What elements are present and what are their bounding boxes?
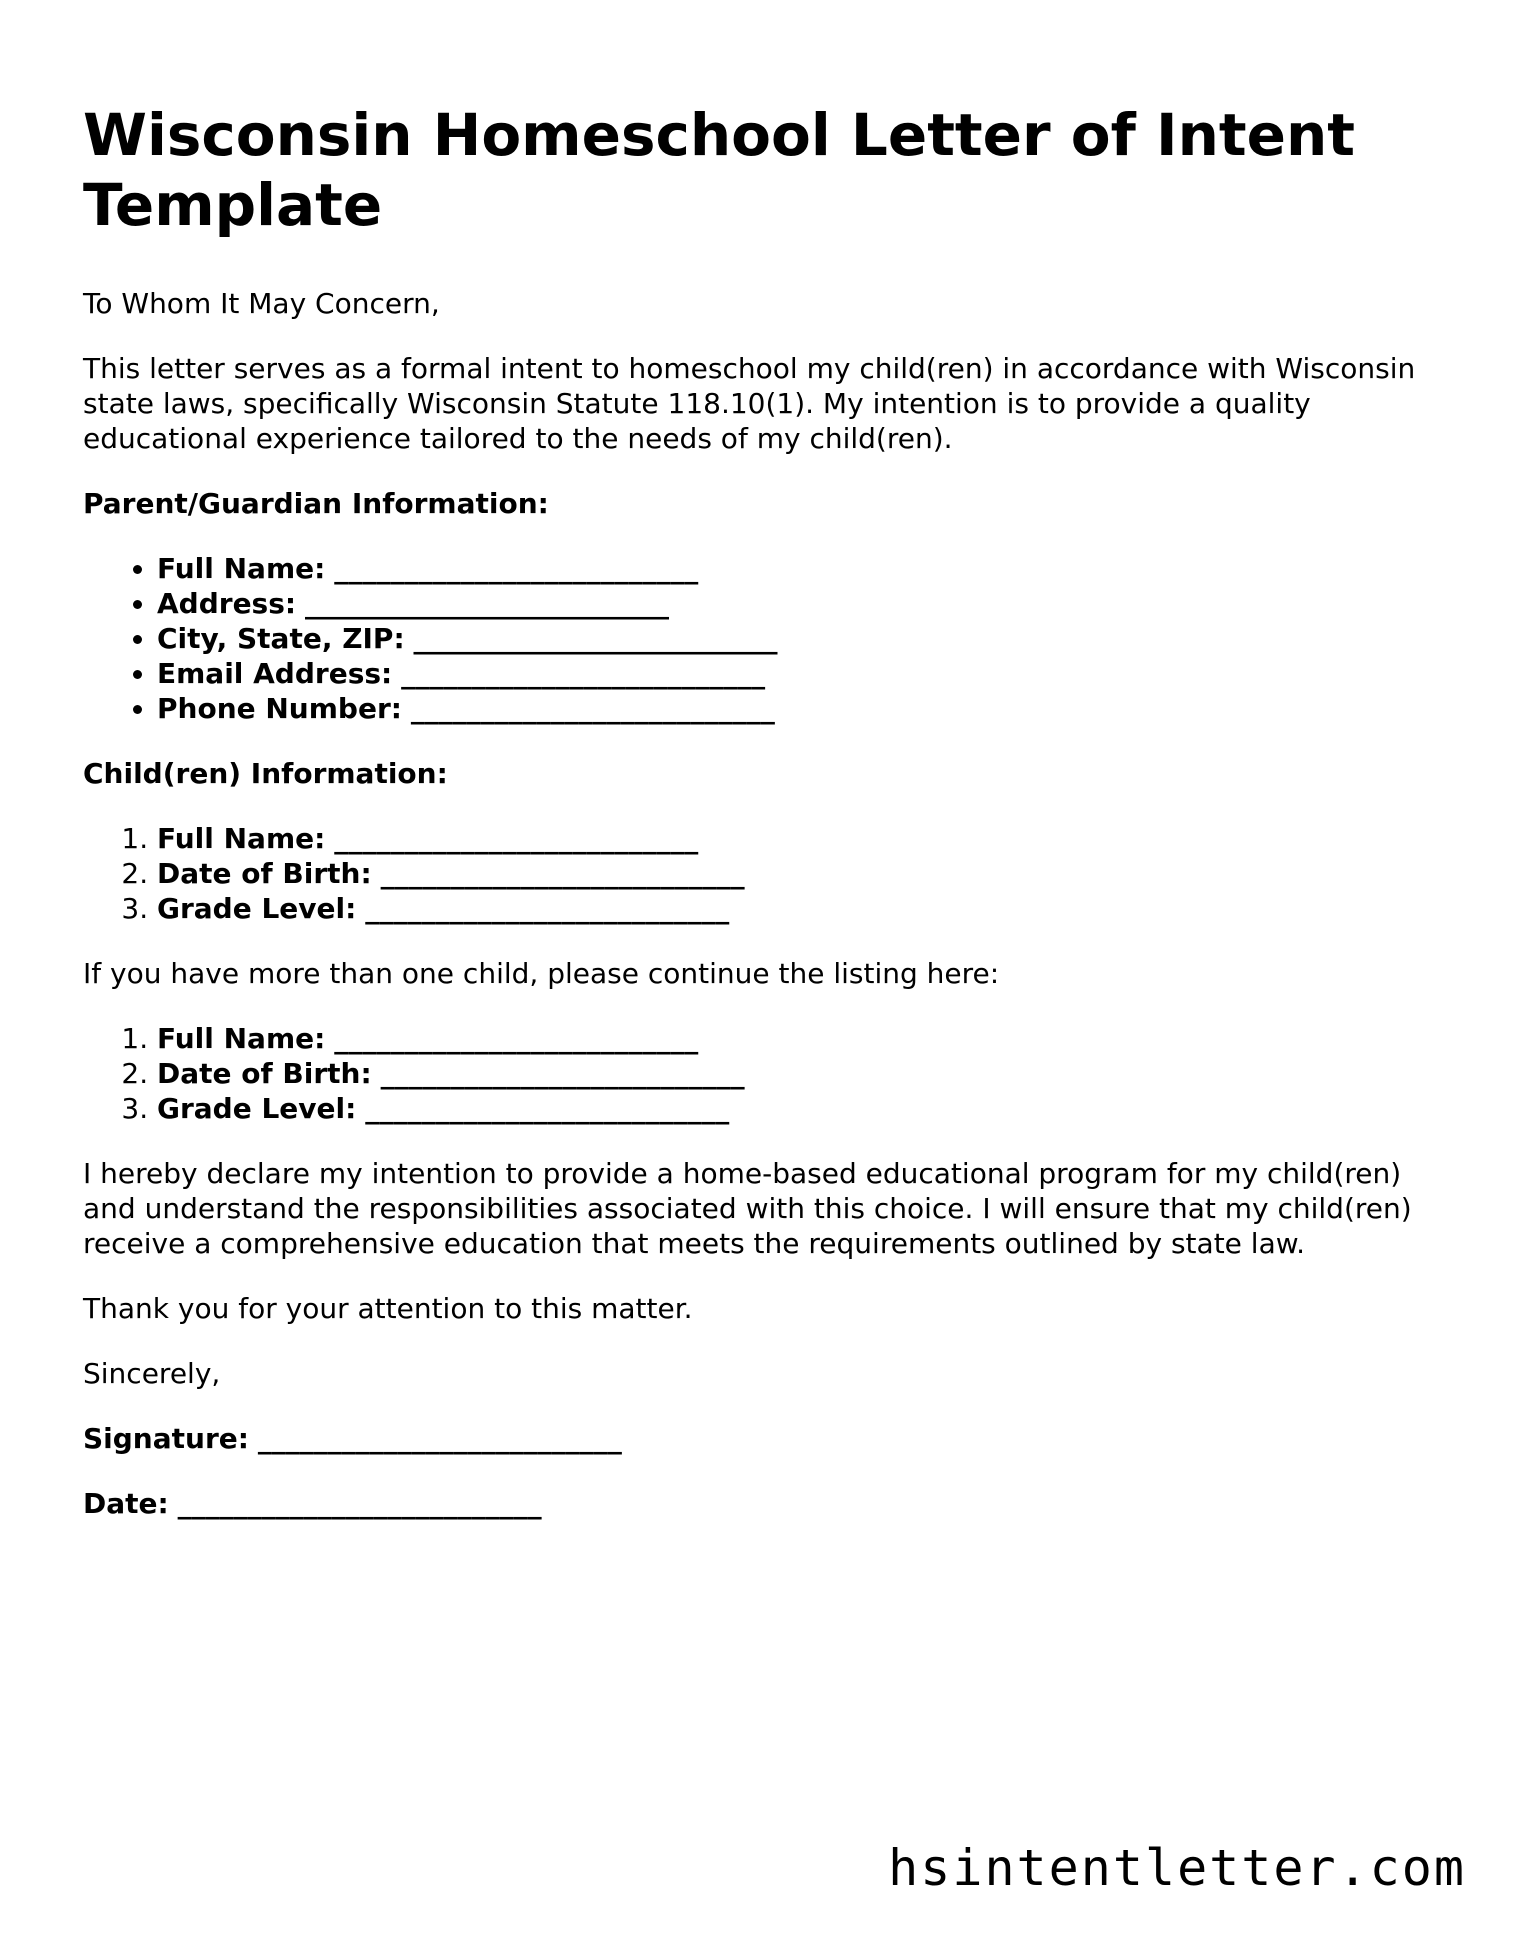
field-blank: __________________________ [380,857,745,890]
thanks-line: Thank you for your attention to this matter. [83,1292,693,1325]
field-blank: __________________________ [401,657,766,690]
signature-blank: __________________________ [257,1422,622,1455]
date-label: Date: [83,1487,169,1520]
field-label: Full Name: [157,822,326,855]
field-blank: __________________________ [413,622,778,655]
greeting: To Whom It May Concern, [83,287,440,320]
child-field-full-name [157,821,1443,856]
signature-row [83,1421,1443,1456]
field-blank: __________________________ [380,1057,745,1090]
page-title: Wisconsin Homeschool Letter of Intent Template [83,101,1356,239]
field-blank: __________________________ [334,1022,699,1055]
parent-field-full-name [157,551,1443,586]
field-label: City, State, ZIP: [157,622,405,655]
parent-field-city-state-zip [157,621,1443,656]
parent-field-phone [157,691,1443,726]
additional-child-field-grade [157,1091,1443,1126]
parent-section-heading: Parent/Guardian Information: [83,487,549,520]
child-field-dob [157,856,1443,891]
additional-child-field-list [83,1021,1443,1126]
parent-field-address [157,586,1443,621]
parent-field-list [83,551,1443,726]
field-label: Grade Level: [157,1092,357,1125]
field-blank: __________________________ [410,692,775,725]
date-blank: __________________________ [177,1487,542,1520]
declaration-paragraph: I hereby declare my intention to provide a home-based educational program for my child(ren) and understand the responsibilities associated with this choice. I will ensure that my child(ren) receive a comprehensive education that meets the requirements outlined by state law. [83,1157,1412,1260]
field-blank: __________________________ [334,552,699,585]
field-label: Full Name: [157,1022,326,1055]
more-children-text: If you have more than one child, please continue the listing here: [83,957,1000,990]
field-label: Date of Birth: [157,857,372,890]
field-label: Date of Birth: [157,1057,372,1090]
field-blank: __________________________ [334,822,699,855]
closing-line: Sincerely, [83,1357,221,1390]
field-blank: __________________________ [305,587,669,620]
field-label: Full Name: [157,552,326,585]
additional-child-field-dob [157,1056,1443,1091]
child-section-heading: Child(ren) Information: [83,757,448,790]
field-label: Email Address: [157,657,393,690]
field-label: Phone Number: [157,692,402,725]
signature-label: Signature: [83,1422,249,1455]
child-field-list [83,821,1443,926]
child-field-grade [157,891,1443,926]
parent-field-email [157,656,1443,691]
date-row [83,1486,1443,1521]
footer-website: hsintentletter.com [888,1839,1466,1897]
field-label: Address: [157,587,297,620]
intro-paragraph: This letter serves as a formal intent to homeschool my child(ren) in accordance with Wisconsin state laws, specifically Wisconsin Statute 118.10(1). My intention is to provide a quality educational experience tailored to the needs of my child(ren). [83,352,1416,455]
additional-child-field-full-name [157,1021,1443,1056]
field-blank: __________________________ [365,892,730,925]
field-label: Grade Level: [157,892,357,925]
letter-page [83,100,1443,1521]
field-blank: __________________________ [365,1092,730,1125]
